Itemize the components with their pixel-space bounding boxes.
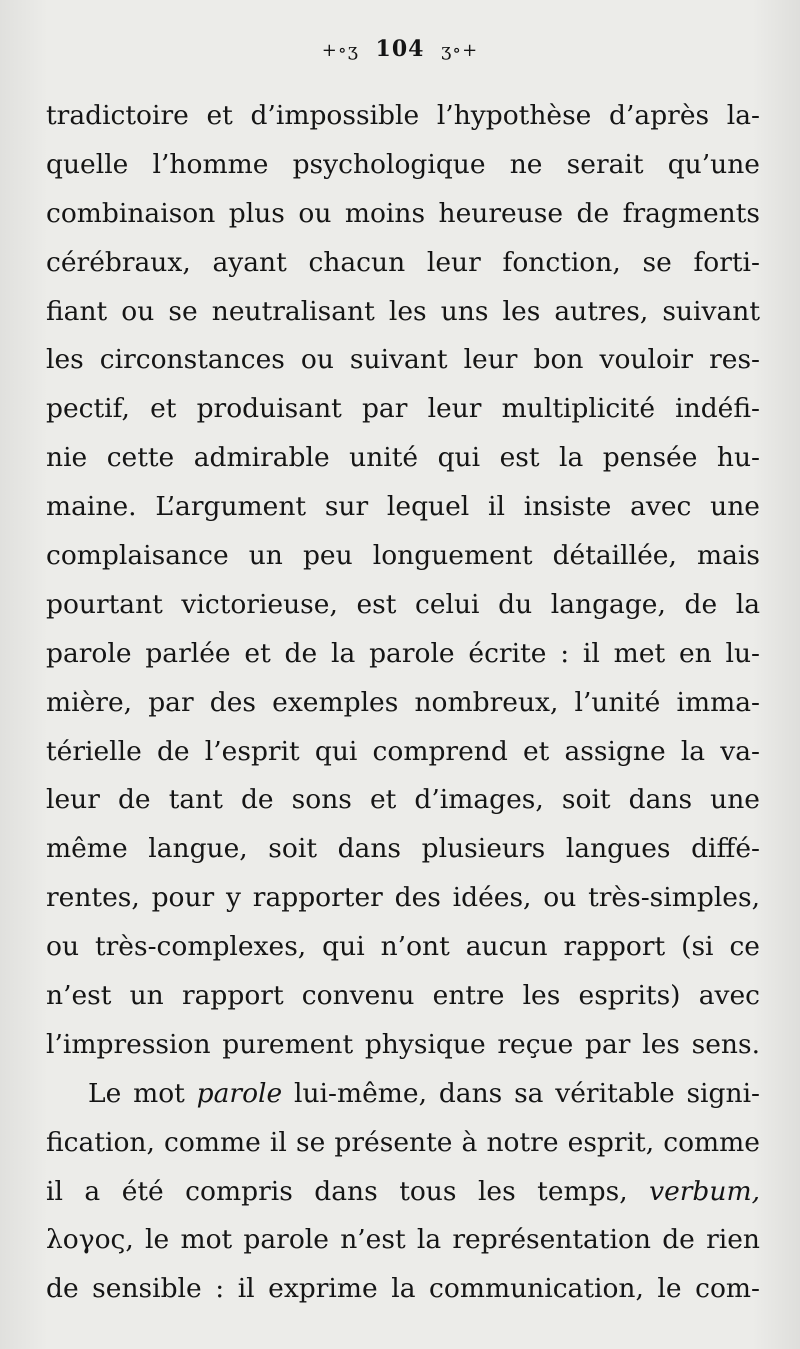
paragraph-2-line-3: [46, 1168, 760, 1217]
paragraph-2-line-1: [46, 1070, 760, 1119]
paragraph-2-line-2: fication, comme il se présente à notre esprit, comme: [46, 1126, 760, 1158]
text-line: rentes, pour y rapporter des idées, ou très-simples,: [46, 882, 760, 914]
text-fragment: il a été compris dans tous les temps,: [46, 1175, 650, 1207]
italic-word: parole: [196, 1077, 283, 1109]
page-number: 104: [375, 36, 425, 62]
text-fragment: lui-même, dans sa véritable signi-: [282, 1077, 760, 1109]
text-line: même langue, soit dans plusieurs langues diffé-: [46, 833, 760, 865]
text-line: pectif, et produisant par leur multiplicité indéfi-: [46, 393, 760, 425]
text-line: l’impression purement physique reçue par les sens.: [46, 1028, 760, 1060]
text-line: mière, par des exemples nombreux, l’unité imma-: [46, 686, 760, 718]
body-text: [46, 92, 760, 1314]
text-fragment: Le mot: [88, 1077, 197, 1109]
text-line: maine. L’argument sur lequel il insiste avec une: [46, 491, 760, 523]
text-line: complaisance un peu longuement détaillée, mais: [46, 540, 760, 572]
text-line: fiant ou se neutralisant les uns les autres, suivant: [46, 295, 760, 327]
italic-word: verbum,: [649, 1175, 760, 1207]
text-line: quelle l’homme psychologique ne serait qu’une: [46, 148, 760, 180]
header-ornament-left: +∘ʒ: [321, 40, 359, 61]
paragraph-2-line-5: de sensible : il exprime la communication, le com-: [46, 1273, 760, 1305]
text-line: les circonstances ou suivant leur bon vouloir res-: [46, 344, 760, 376]
text-line: combinaison plus ou moins heureuse de fragments: [46, 197, 760, 229]
page-header: [0, 36, 800, 62]
text-line: cérébraux, ayant chacun leur fonction, se forti-: [46, 246, 760, 278]
text-line: n’est un rapport convenu entre les esprits) avec: [46, 980, 760, 1012]
text-line: pourtant victorieuse, est celui du langage, de la: [46, 588, 760, 620]
text-line: leur de tant de sons et d’images, soit dans une: [46, 784, 760, 816]
text-line: tradictoire et d’impossible l’hypothèse d’après la-: [46, 100, 760, 131]
text-line: parole parlée et de la parole écrite : il met en lu-: [46, 637, 760, 669]
paragraph-2-line-4: λογος, le mot parole n’est la représentation de rien: [46, 1224, 760, 1256]
text-line: ou très-complexes, qui n’ont aucun rapport (si ce: [46, 931, 760, 963]
header-ornament-right: ʒ∘+: [441, 40, 479, 61]
text-line: nie cette admirable unité qui est la pensée hu-: [46, 442, 760, 474]
text-line: térielle de l’esprit qui comprend et assigne la va-: [46, 735, 760, 767]
